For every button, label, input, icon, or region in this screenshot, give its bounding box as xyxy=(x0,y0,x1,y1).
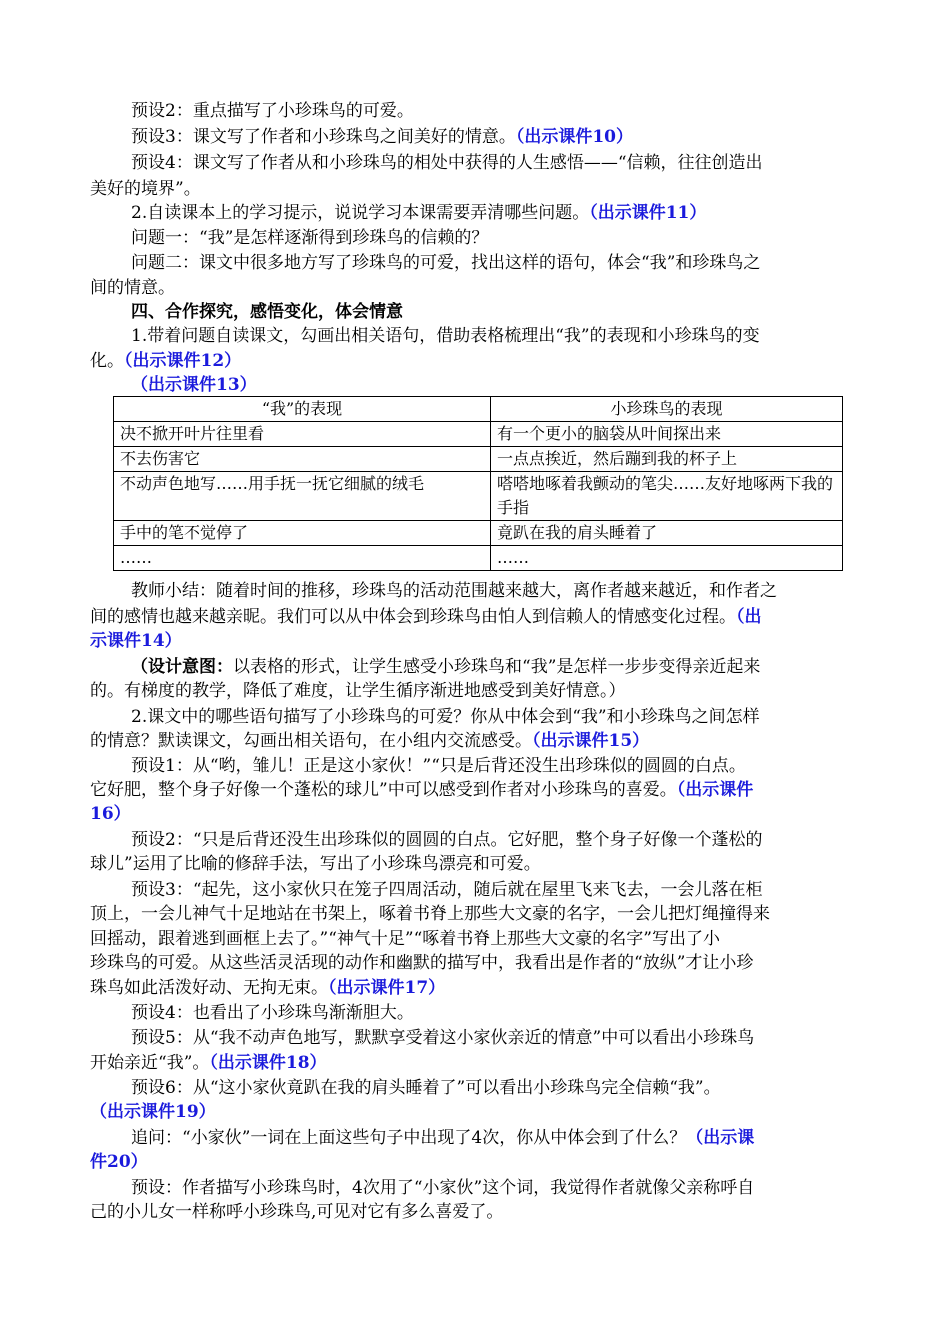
table-row xyxy=(114,546,843,571)
courseware-reference: （出示课件15） xyxy=(532,731,650,751)
courseware-reference: （出示课件10） xyxy=(515,127,633,147)
paragraph-line: 美好的境界”。 xyxy=(90,179,201,199)
paragraph-line: 预设3：“起先，这小家伙只在笼子四周活动，随后就在屋里飞来飞去，一会儿落在柜 xyxy=(131,880,763,900)
paragraph-line: 珍珠鸟的可爱。从这些活灵活现的动作和幽默的描写中，我看出是作者的“放纵”才让小珍 xyxy=(90,953,754,973)
table-cell: 有一个更小的脑袋从叶间探出来 xyxy=(491,422,843,447)
courseware-reference: （出示课 xyxy=(686,1128,755,1148)
paragraph-line xyxy=(131,372,901,398)
paragraph-line: 开始亲近“我”。（出示课件18） xyxy=(90,1053,327,1073)
courseware-reference: （出示课件17） xyxy=(328,978,446,998)
paragraph-line: 2.自读课本上的学习提示，说说学习本课需要弄清哪些问题。（出示课件11） xyxy=(131,203,707,223)
paragraph-line: 的情意？默读课文，勾画出相关语句，在小组内交流感受。（出示课件15） xyxy=(90,731,650,751)
paragraph-line: 追问：“小家伙”一词在上面这些句子中出现了4次，你从中体会到了什么？（出示课 xyxy=(131,1128,755,1148)
section-heading: 四、合作探究，感悟变化，体会情意 xyxy=(131,302,403,322)
paragraph-line xyxy=(90,1099,860,1125)
courseware-reference: 示课件14） xyxy=(90,631,182,651)
paragraph-line: 预设2：重点描写了小珍珠鸟的可爱。 xyxy=(131,101,414,121)
courseware-reference: 16） xyxy=(90,804,131,824)
paragraph-line: 1.带着问题自读课文，勾画出相关语句，借助表格梳理出“我”的表现和小珍珠鸟的变 xyxy=(131,326,760,346)
table-header-cell: 小珍珠鸟的表现 xyxy=(491,397,843,422)
courseware-reference: （出示课件13） xyxy=(131,375,257,395)
courseware-reference: （出示课件12） xyxy=(124,351,242,371)
paragraph-line: 问题二：课文中很多地方写了珍珠鸟的可爱，找出这样的语句，体会“我”和珍珠鸟之 xyxy=(131,253,761,273)
paragraph-line: 化。（出示课件12） xyxy=(90,351,242,371)
paragraph-line: 预设6：从“这小家伙竟趴在我的肩头睡着了”可以看出小珍珠鸟完全信赖“我”。 xyxy=(131,1078,721,1098)
paragraph-line: 顶上，一会儿神气十足地站在书架上，啄着书脊上那些大文豪的名字，一会儿把灯绳撞得来 xyxy=(90,904,770,924)
paragraph-line xyxy=(90,801,860,827)
design-intent-label: （设计意图： xyxy=(131,657,233,677)
courseware-reference: （出示课件11） xyxy=(589,203,707,223)
courseware-reference: （出示课件 xyxy=(676,780,754,800)
paragraph-line: 它好肥，整个身子好像一个蓬松的球儿”中可以感受到作者对小珍珠鸟的喜爱。（出示课件 xyxy=(90,780,754,800)
paragraph-line: 的。有梯度的教学，降低了难度，让学生循序渐进地感受到美好情意。） xyxy=(90,681,626,701)
paragraph-line: 预设4：课文写了作者从和小珍珠鸟的相处中获得的人生感悟——“信赖，往往创造出 xyxy=(131,153,763,173)
paragraph-line: 己的小儿女一样称呼小珍珠鸟,可见对它有多么喜爱了。 xyxy=(90,1202,504,1222)
paragraph-line: 间的感情也越来越亲昵。我们可以从中体会到珍珠鸟由怕人到信赖人的情感变化过程。（出 xyxy=(90,607,762,627)
paragraph-line: 教师小结：随着时间的推移，珍珠鸟的活动范围越来越大，离作者越来越近，和作者之 xyxy=(131,581,777,601)
courseware-reference: （出示课件18） xyxy=(209,1053,327,1073)
paragraph-line: 预设5：从“我不动声色地写，默默享受着这小家伙亲近的情意”中可以看出小珍珠鸟 xyxy=(131,1028,755,1048)
paragraph-line: 间的情意。 xyxy=(90,278,175,298)
table-cell: 竟趴在我的肩头睡着了 xyxy=(491,521,843,546)
table-cell: 决不掀开叶片往里看 xyxy=(114,422,491,447)
table-cell: …… xyxy=(114,546,491,571)
paragraph-line: 2.课文中的哪些语句描写了小珍珠鸟的可爱？你从中体会到“我”和小珍珠鸟之间怎样 xyxy=(131,707,760,727)
table-row xyxy=(114,521,843,546)
table-cell: 手中的笔不觉停了 xyxy=(114,521,491,546)
table-header-row xyxy=(114,397,843,422)
paragraph-line: 预设4：也看出了小珍珠鸟渐渐胆大。 xyxy=(131,1003,414,1023)
paragraph-line: 预设：作者描写小珍珠鸟时，4次用了“小家伙”这个词，我觉得作者就像父亲称呼自 xyxy=(131,1178,755,1198)
paragraph-line: 珠鸟如此活泼好动、无拘无束。（出示课件17） xyxy=(90,978,446,998)
design-intent-line: （设计意图：以表格的形式，让学生感受小珍珠鸟和“我”是怎样一步步变得亲近起来 xyxy=(131,657,761,677)
table-cell: 一点点挨近，然后蹦到我的杯子上 xyxy=(491,447,843,472)
table-cell: 不去伤害它 xyxy=(114,447,491,472)
courseware-reference: （出示课件19） xyxy=(90,1102,216,1122)
paragraph-line xyxy=(90,628,860,654)
paragraph-line: 问题一：“我”是怎样逐渐得到珍珠鸟的信赖的？ xyxy=(131,228,489,248)
paragraph-line: 回摇动，跟着逃到画框上去了。”“神气十足”“啄着书脊上那些大文豪的名字”写出了小 xyxy=(90,929,720,949)
courseware-reference: 件20） xyxy=(90,1152,148,1172)
paragraph-line xyxy=(90,1149,860,1175)
table-cell: 不动声色地写……用手抚一抚它细腻的绒毛 xyxy=(114,472,491,521)
table-cell: …… xyxy=(491,546,843,571)
comparison-table xyxy=(113,396,843,571)
paragraph-line: 预设1：从“哟，雏儿！正是这小家伙！”“只是后背还没生出珍珠似的圆圆的白点。 xyxy=(131,756,746,776)
table-row xyxy=(114,447,843,472)
paragraph-line: 预设2：“只是后背还没生出珍珠似的圆圆的白点。它好肥，整个身子好像一个蓬松的 xyxy=(131,830,763,850)
table-header-cell: “我”的表现 xyxy=(114,397,491,422)
table-cell: 嗒嗒地啄着我颤动的笔尖……友好地啄两下我的手指 xyxy=(491,472,843,521)
paragraph-line: 预设3：课文写了作者和小珍珠鸟之间美好的情意。（出示课件10） xyxy=(131,127,633,147)
courseware-reference: （出 xyxy=(736,607,762,627)
table-row xyxy=(114,472,843,521)
paragraph-line: 球儿”运用了比喻的修辞手法，写出了小珍珠鸟漂亮和可爱。 xyxy=(90,854,541,874)
table-row xyxy=(114,422,843,447)
